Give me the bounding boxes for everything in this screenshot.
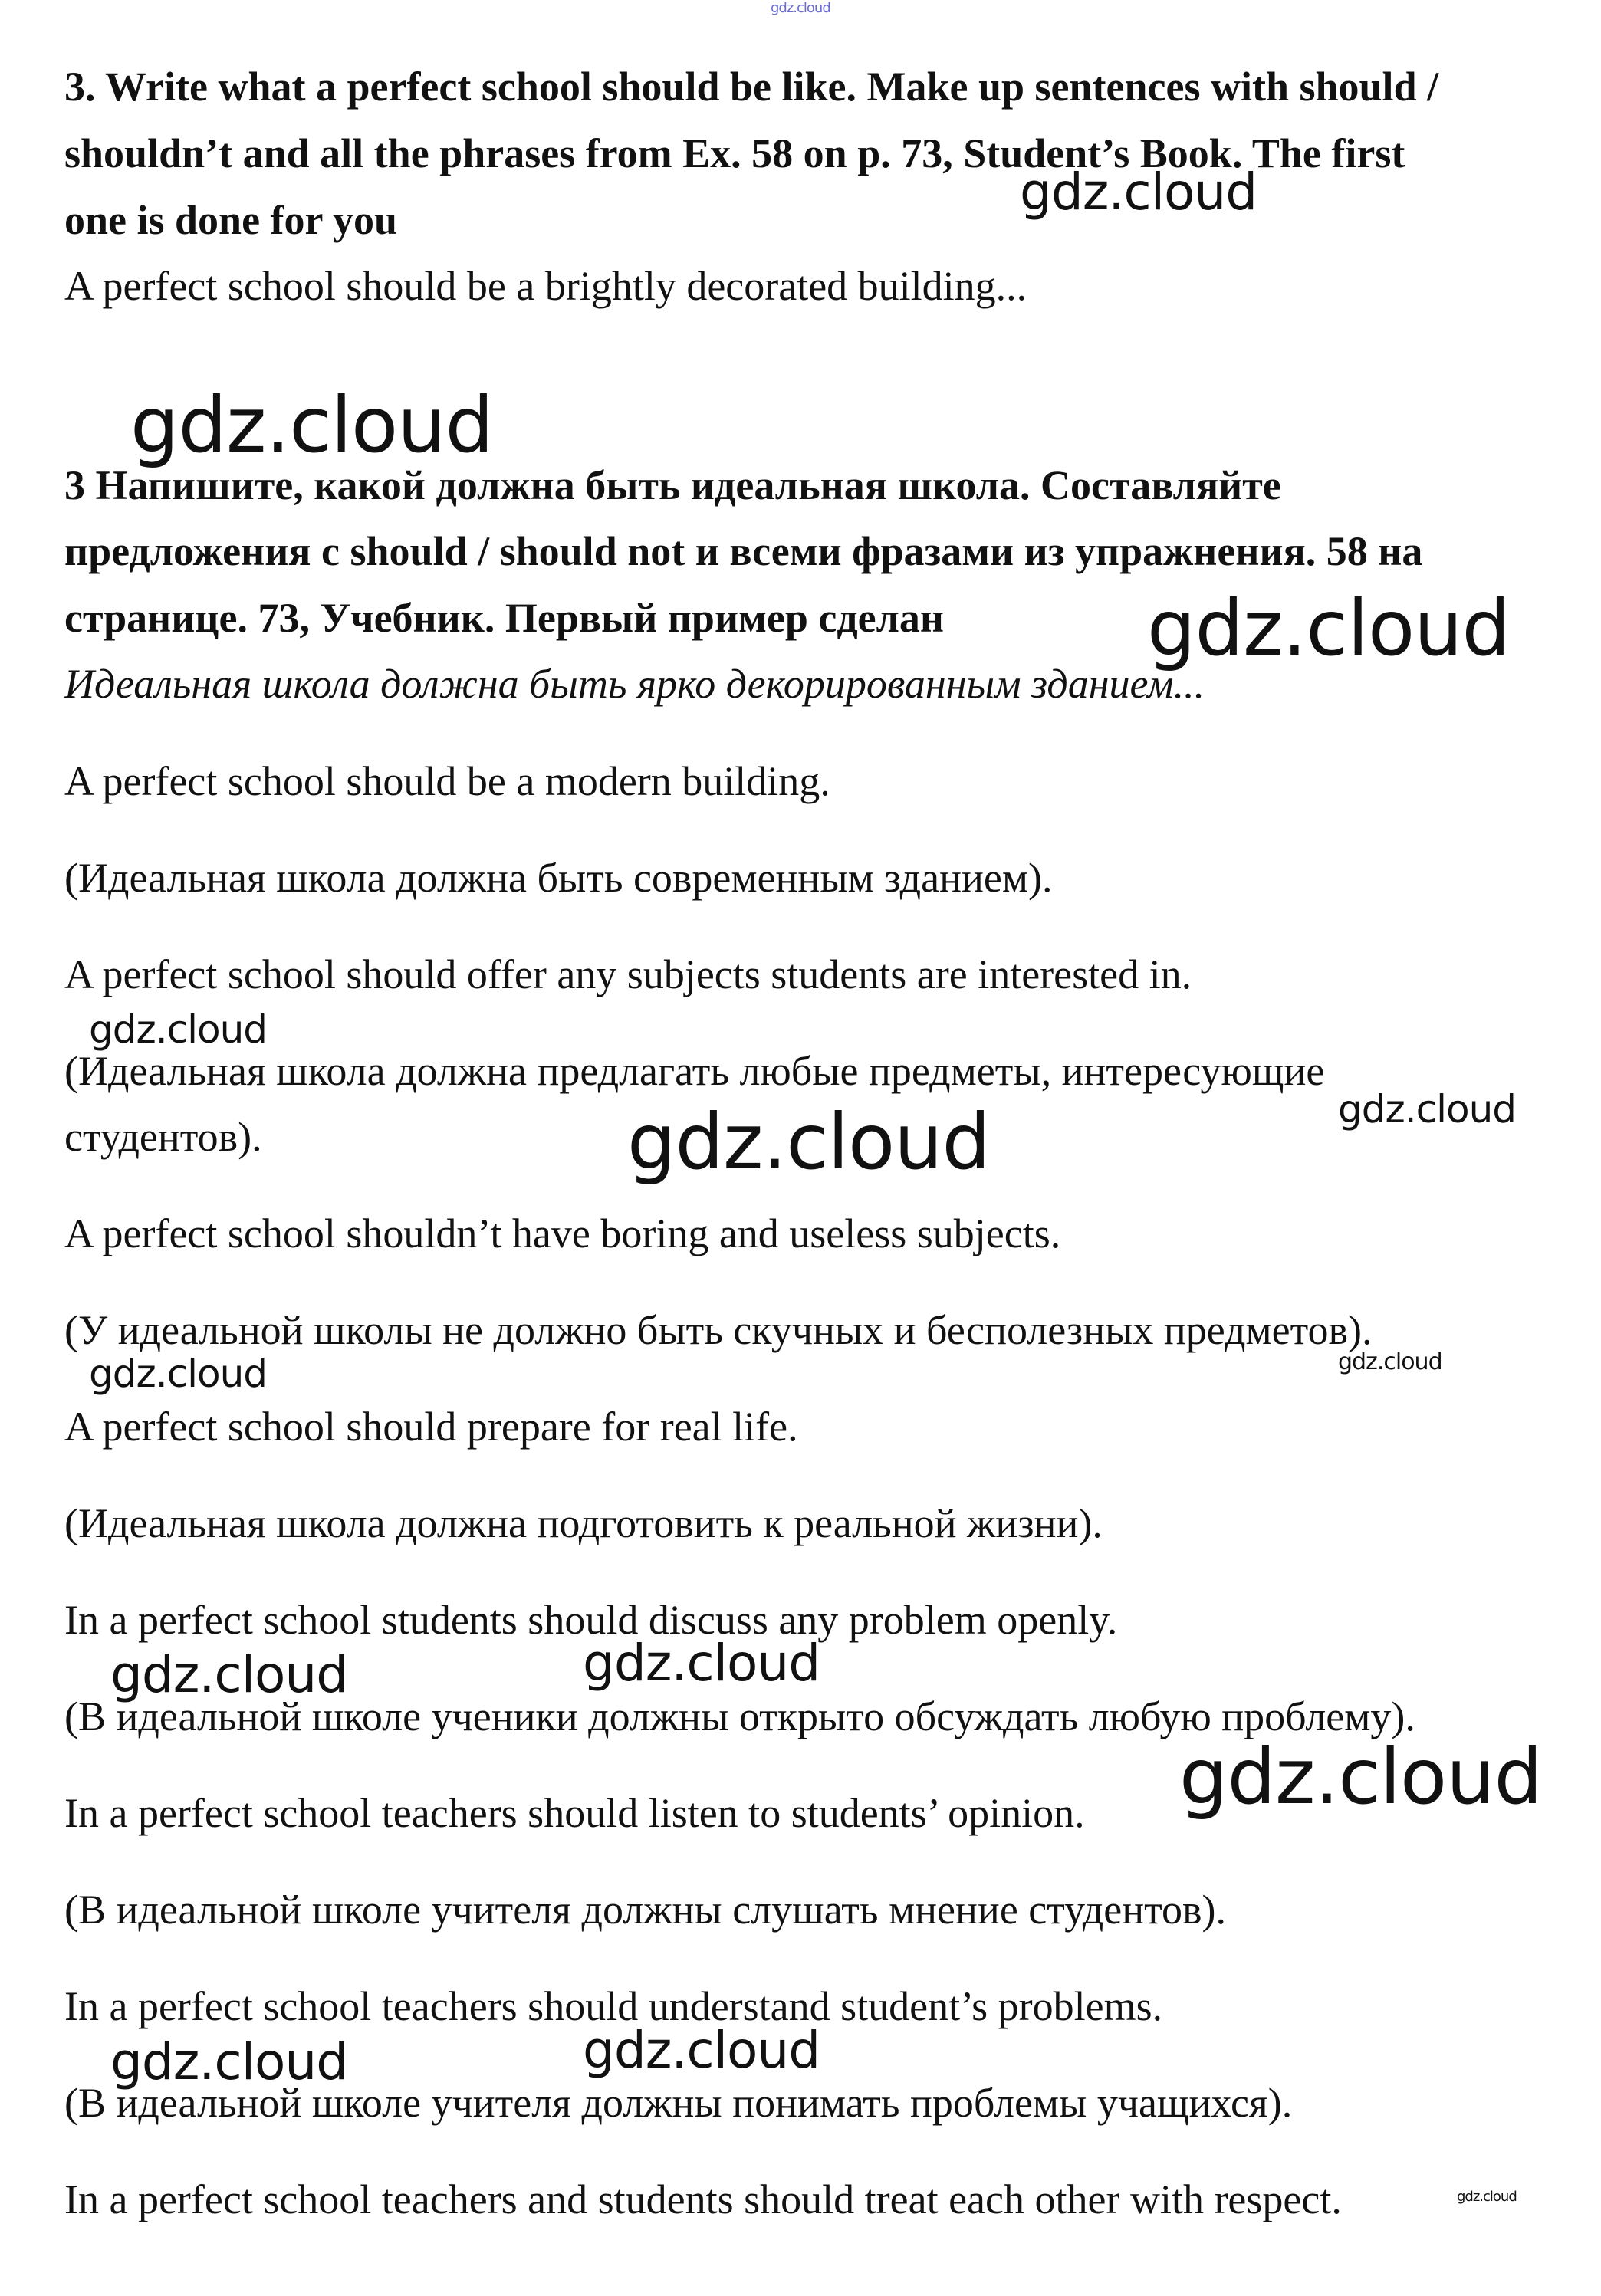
task-example-en: A perfect school should be a brightly decorated building... xyxy=(64,263,1027,309)
answer-line: (Идеальная школа должна предлагать любые предметы, интересующие xyxy=(64,1048,1325,1094)
answer-line: In a perfect school teachers and students should treat each other with respect. xyxy=(64,2176,1342,2222)
answer-line: A perfect school should prepare for real life. xyxy=(64,1404,798,1450)
answer-line: (В идеальной школе ученики должны открыто обсуждать любую проблему). xyxy=(64,1693,1415,1739)
answer-line: A perfect school should offer any subjects students are interested in. xyxy=(64,951,1192,997)
task-heading-ru-line-2: предложения с should / should not и всеми фразами из упражнения. 58 на xyxy=(64,528,1423,574)
watermark: gdz.cloud xyxy=(1147,583,1511,673)
task-heading-en-line-2: shouldn’t and all the phrases from Ex. 58 on p. 73, Student’s Book. The first xyxy=(64,130,1405,176)
watermark: gdz.cloud xyxy=(130,380,494,470)
task-heading-ru-line-3: странице. 73, Учебник. Первый пример сделан xyxy=(64,595,945,641)
task-example-ru: Идеальная школа должна быть ярко декорированным зданием... xyxy=(64,661,1205,707)
watermark: gdz.cloud xyxy=(627,1097,991,1187)
answer-line: (Идеальная школа должна подготовить к реальной жизни). xyxy=(64,1500,1103,1546)
answer-line: A perfect school should be a modern building. xyxy=(64,758,830,804)
watermark: gdz.cloud xyxy=(583,2021,820,2080)
watermark: gdz.cloud xyxy=(771,0,830,16)
watermark: gdz.cloud xyxy=(1338,1348,1442,1375)
task-heading-en-line-3: one is done for you xyxy=(64,197,398,243)
answer-line: In a perfect school teachers should understand student’s problems. xyxy=(64,1983,1163,2029)
answer-line: A perfect school shouldn’t have boring and useless subjects. xyxy=(64,1210,1061,1256)
answer-line: In a perfect school students should discuss any problem openly. xyxy=(64,1597,1118,1643)
watermark: gdz.cloud xyxy=(1457,2189,1517,2205)
watermark: gdz.cloud xyxy=(1179,1732,1543,1821)
watermark: gdz.cloud xyxy=(1020,163,1257,222)
answer-line: (У идеальной школы не должно быть скучных и бесполезных предметов). xyxy=(64,1307,1373,1353)
watermark: gdz.cloud xyxy=(89,1007,268,1052)
answer-line: In a perfect school teachers should listen to students’ opinion. xyxy=(64,1790,1085,1836)
answer-line: студентов). xyxy=(64,1114,262,1160)
answer-line: (Идеальная школа должна быть современным зданием). xyxy=(64,855,1053,901)
watermark: gdz.cloud xyxy=(1338,1087,1517,1132)
watermark: gdz.cloud xyxy=(89,1352,268,1396)
answer-line: (В идеальной школе учителя должны понимать проблемы учащихся). xyxy=(64,2080,1293,2126)
watermark: gdz.cloud xyxy=(110,2032,348,2091)
task-heading-en-line-1: 3. Write what a perfect school should be like. Make up sentences with should / xyxy=(64,64,1439,110)
watermark: gdz.cloud xyxy=(583,1634,820,1693)
answer-line: (В идеальной школе учителя должны слушать мнение студентов). xyxy=(64,1887,1226,1933)
watermark: gdz.cloud xyxy=(110,1645,348,1704)
task-heading-ru-line-1: 3 Напишите, какой должна быть идеальная школа. Составляйте xyxy=(64,462,1281,508)
